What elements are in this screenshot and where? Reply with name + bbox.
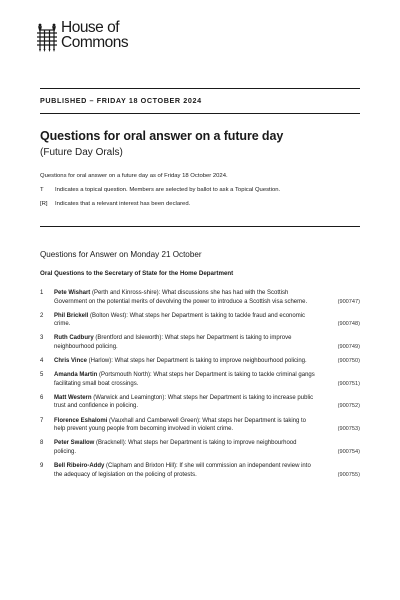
question-text: What steps her Department is taking to improve neighbourhood policing. (54, 440, 297, 455)
question-constituency: (Perth and Kinross-shire): (90, 290, 162, 296)
question-number: 8 (40, 440, 44, 447)
question-number: 6 (40, 394, 44, 401)
question-body (54, 417, 360, 434)
question-item (40, 357, 360, 366)
question-number: 4 (40, 358, 44, 365)
portcullis-icon (36, 22, 58, 52)
question-constituency: (Warwick and Leamington): (91, 394, 168, 401)
question-item (40, 462, 360, 479)
question-member: Florence Eshalomi (54, 417, 108, 424)
question-text: What steps her Department is taking to improve neighbourhood policing. (114, 358, 307, 365)
note-text: Indicates a topical question. Members are selected by ballot to ask a Topical Question. (55, 187, 281, 193)
question-number: 7 (40, 417, 44, 424)
question-reference: (900755) (337, 471, 360, 478)
question-constituency: (Vauxhall and Camberwell Green): (107, 417, 203, 424)
page-subtitle: (Future Day Orals) (40, 147, 123, 158)
note-key: T (40, 187, 44, 193)
intro-text: Questions for oral answer on a future day as of Friday 18 October 2024. (40, 173, 228, 179)
question-reference: (900752) (337, 403, 360, 410)
question-number: 9 (40, 462, 44, 469)
question-reference: (900753) (337, 426, 360, 433)
question-body (54, 312, 360, 329)
question-text: If she will commission an independent review into the adequacy of legislation on the policing of protests. (54, 462, 311, 478)
question-member: Phil Brickell (54, 312, 89, 319)
logo-line-1: House of (61, 19, 120, 36)
question-number: 1 (40, 290, 44, 296)
question-reference: (900747) (337, 298, 360, 305)
question-number: 3 (40, 335, 44, 342)
question-member: Pete Wishart (54, 290, 91, 296)
question-reference: (900748) (337, 321, 360, 328)
note-key: [R] (40, 201, 48, 207)
note-item (40, 187, 360, 201)
question-body (54, 439, 360, 456)
question-item (40, 312, 360, 329)
question-body (54, 334, 360, 351)
question-number: 2 (40, 312, 44, 319)
question-constituency: (Bracknell): (94, 440, 129, 447)
question-item (40, 334, 360, 351)
question-member: Matt Western (54, 394, 92, 401)
question-reference: (900749) (337, 343, 360, 350)
question-body (54, 462, 360, 479)
house-of-commons-logo (36, 20, 156, 54)
question-text: What steps her Department is taking to improve neighbourhood policing. (54, 335, 292, 350)
question-constituency: (Harlow): (86, 358, 115, 365)
question-item (40, 371, 360, 388)
question-text: What discussions she has had with the Scottish Government on the potential merits of devolving the power to introduce a Scottish visa scheme. (54, 290, 308, 305)
question-text: What steps her Department is taking to tackle criminal gangs facilitating small boat crossings. (54, 372, 315, 387)
question-item (40, 439, 360, 456)
section-rule (40, 226, 360, 227)
question-reference: (900754) (337, 448, 360, 455)
logo-line-2: Commons (61, 33, 129, 51)
question-member: Ruth Cadbury (54, 335, 94, 342)
question-member: Peter Swallow (54, 440, 95, 447)
questions-list (40, 289, 360, 479)
question-body (54, 289, 360, 306)
notes-list (40, 187, 360, 215)
question-constituency: (Portsmouth North): (97, 372, 154, 379)
logo-wordmark (61, 21, 128, 50)
page-title: Questions for oral answer on a future day (40, 129, 284, 143)
note-item (40, 201, 360, 215)
question-item (40, 289, 360, 306)
question-member: Bell Ribeiro-Addy (54, 462, 105, 469)
question-constituency: (Bolton West): (88, 312, 130, 319)
published-rule (40, 113, 360, 114)
question-member: Chris Vince (54, 358, 87, 365)
question-member: Amanda Martin (54, 372, 98, 379)
question-number: 5 (40, 372, 44, 379)
question-item (40, 417, 360, 434)
question-text: What steps her Department is taking to increase public trust and confidence in policing. (54, 394, 314, 410)
question-constituency: (Brentford and Isleworth): (93, 335, 165, 342)
department-heading: Oral Questions to the Secretary of State for the Home Department (40, 270, 234, 277)
note-text: Indicates that a relevant interest has been declared. (55, 201, 191, 207)
question-body (54, 357, 360, 366)
question-reference: (900750) (337, 358, 360, 365)
question-text: What steps her Department is taking to tackle fraud and economic crime. (54, 312, 306, 328)
published-date: PUBLISHED – FRIDAY 18 OCTOBER 2024 (40, 96, 202, 105)
top-rule (40, 88, 360, 89)
question-reference: (900751) (337, 380, 360, 387)
question-body (54, 371, 360, 388)
question-constituency: (Clapham and Brixton Hill): (104, 462, 180, 469)
question-text: What steps her Department is taking to help prevent young people from becoming involved in violent crime. (54, 417, 307, 433)
question-item (40, 394, 360, 411)
section-heading: Questions for Answer on Monday 21 October (40, 250, 202, 259)
question-body (54, 394, 360, 411)
